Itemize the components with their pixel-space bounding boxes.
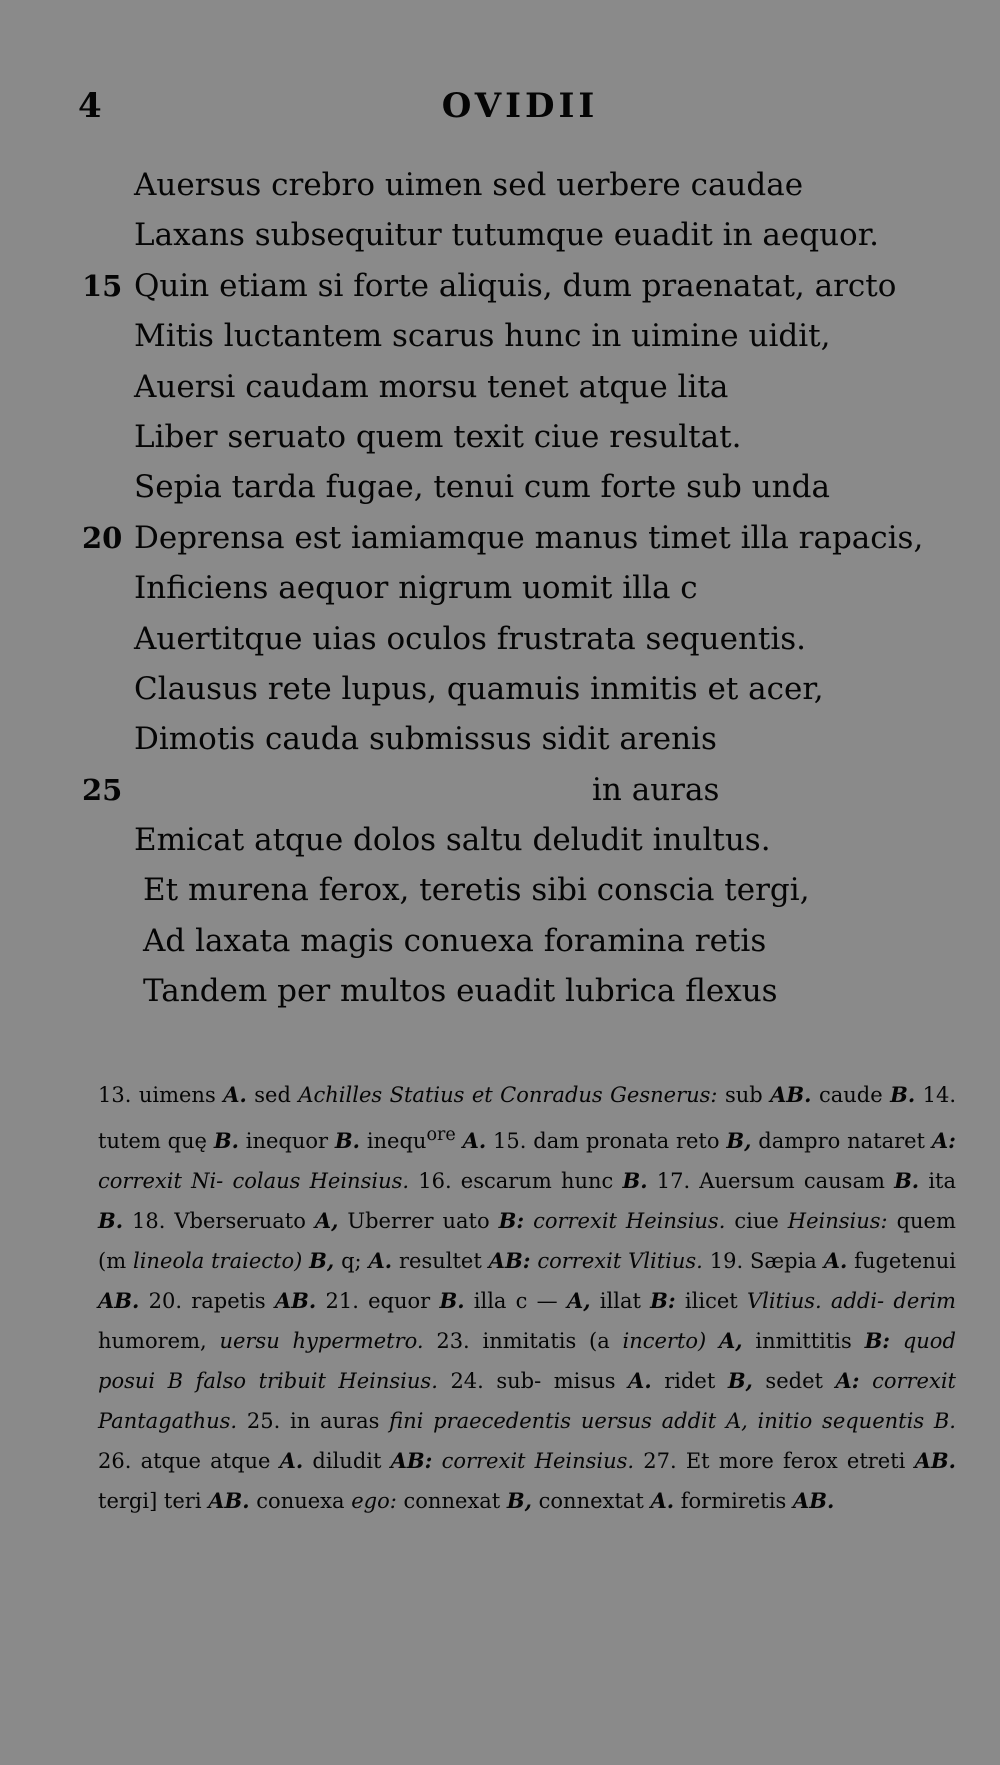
note-siglum: A, [719, 1328, 743, 1353]
note-siglum: A. [650, 1488, 675, 1513]
note-fragment: conuexa [256, 1489, 345, 1513]
note-fragment: Uberrer uato [347, 1209, 490, 1233]
verse-text: Ad laxata magis conuexa foramina retis [143, 922, 767, 959]
note-editorial: correxit Heinsius. [441, 1449, 635, 1473]
verse-line [0, 362, 1000, 412]
note-siglum: B. [439, 1288, 465, 1313]
verse-text: Deprensa est iamiamque manus timet illa rapacis, [134, 519, 924, 556]
note-fragment: resultet [399, 1249, 482, 1273]
note-fragment: 18. Vberseruato [132, 1209, 306, 1233]
verse-text: Et murena ferox, teretis sibi conscia tergi, [143, 872, 810, 909]
verse-line [0, 865, 1000, 915]
verse-text: Dimotis cauda submissus sidit arenis [134, 721, 717, 758]
note-editorial: derim [893, 1289, 956, 1313]
note-editorial: correxit Vlitius. [537, 1249, 703, 1273]
note-siglum: A. [279, 1448, 304, 1473]
note-fragment: caude [818, 1083, 883, 1107]
verse-line [0, 513, 1000, 563]
note-fragment: 20. rapetis [148, 1289, 266, 1313]
apparatus-text [98, 1075, 956, 1521]
verse-line [0, 210, 1000, 260]
note-fragment: 25. in [246, 1409, 311, 1433]
verse-line [0, 614, 1000, 664]
note-fragment: inequor [245, 1129, 329, 1153]
note-fragment: ciue [734, 1209, 779, 1233]
note-siglum: A. [462, 1128, 487, 1153]
verse-line [0, 261, 1000, 311]
note-siglum: A. [823, 1248, 848, 1273]
note-fragment: 26. [98, 1449, 132, 1473]
verse-text: Clausus rete lupus, quamuis inmitis et acer, [134, 670, 824, 707]
verse-text: Tandem per multos euadit lubrica flexus [143, 973, 778, 1010]
verse-line [0, 664, 1000, 714]
note-fragment: tergi] teri [98, 1489, 202, 1513]
note-fragment: formiretis [680, 1489, 787, 1513]
note-siglum: B, [726, 1128, 752, 1153]
note-fragment: connextat [538, 1489, 644, 1513]
page-number: 4 [78, 86, 102, 126]
note-editorial: quod posui B falso tribuit Heinsius. [98, 1329, 956, 1393]
verse-text: Liber seruato quem texit ciue resultat. [134, 418, 742, 455]
note-fragment: 24. sub- [450, 1369, 542, 1393]
note-fragment: sedet [765, 1369, 823, 1393]
note-siglum: B. [213, 1128, 239, 1153]
note-siglum: A. [368, 1248, 393, 1273]
note-fragment: atque atque [140, 1449, 271, 1473]
note-siglum: B, [506, 1488, 532, 1513]
note-fragment: dampro nataret [758, 1129, 926, 1153]
note-editorial: correxit Pantagathus. [98, 1369, 956, 1433]
note-fragment: ilicet [684, 1289, 738, 1313]
verse-line [0, 311, 1000, 361]
note-editorial: Achilles Statius et Conradus Gesnerus: [298, 1083, 718, 1107]
running-head: OVIDII [441, 86, 599, 126]
verse-text: Sepia tarda fugae, tenui cum forte sub unda [134, 469, 830, 506]
note-editorial: fini praecedentis uersus addit A, initio sequentis B. [389, 1409, 956, 1433]
note-siglum: AB: [488, 1248, 531, 1273]
note-siglum: AB. [208, 1488, 250, 1513]
note-fragment: diludit [312, 1449, 382, 1473]
verse-line [0, 815, 1000, 865]
verse-text: Emicat atque dolos saltu deludit inultus. [134, 822, 771, 859]
note-siglum: B: [864, 1328, 891, 1353]
verse-line [0, 412, 1000, 462]
line-number: 25 [82, 772, 123, 807]
note-fragment: fugetenui [854, 1249, 956, 1273]
note-fragment: sed [254, 1083, 291, 1107]
note-siglum: A, [566, 1288, 591, 1313]
note-siglum: AB. [914, 1448, 956, 1473]
verse-line [0, 563, 1000, 613]
note-editorial: lineola traiecto) [132, 1249, 303, 1273]
verse-block [0, 160, 1000, 1017]
note-siglum: AB. [274, 1288, 317, 1313]
note-fragment: 27. Et more [643, 1449, 774, 1473]
note-siglum: A, [314, 1208, 339, 1233]
note-editorial: correxit Heinsius. [533, 1209, 726, 1233]
note-editorial: ego: [351, 1489, 397, 1513]
note-siglum: A: [931, 1128, 956, 1153]
critical-apparatus [98, 1075, 956, 1521]
note-fragment: 19. Sæpia [709, 1249, 817, 1273]
verse-text: in auras [592, 771, 720, 808]
note-fragment: q; [341, 1249, 362, 1273]
verse-line [0, 966, 1000, 1016]
note-siglum: B, [309, 1248, 335, 1273]
note-editorial: correxit Ni- [98, 1169, 224, 1193]
verse-text: Mitis luctantem scarus hunc in uimine uidit, [134, 318, 831, 355]
note-fragment: illa c — [473, 1289, 558, 1313]
line-number: 15 [82, 268, 123, 303]
note-siglum: B. [622, 1168, 648, 1193]
note-siglum: A. [628, 1368, 652, 1393]
note-fragment: 17. Auersum causam [656, 1169, 885, 1193]
note-fragment: humorem, [98, 1329, 207, 1353]
note-siglum: A. [223, 1082, 247, 1107]
note-fragment: sub [724, 1083, 763, 1107]
verse-line [0, 765, 1000, 815]
verse-line [0, 462, 1000, 512]
note-fragment: illat [599, 1289, 641, 1313]
note-siglum: B. [334, 1128, 360, 1153]
note-fragment: 23. inmitatis [436, 1329, 577, 1353]
note-siglum: B, [727, 1368, 753, 1393]
verse-text: Inficiens aequor nigrum uomit illa c [134, 570, 698, 607]
note-fragment: quem [896, 1209, 956, 1233]
note-fragment: ita [928, 1169, 956, 1193]
note-editorial: Heinsius: [787, 1209, 888, 1233]
note-fragment: connexat [403, 1489, 501, 1513]
line-number: 20 [82, 520, 123, 555]
note-fragment: 15. dam pronata reto [493, 1129, 720, 1153]
note-fragment: 21. equor [325, 1289, 431, 1313]
verse-text: Auertitque uias oculos frustrata sequentis. [134, 620, 807, 657]
note-siglum: B. [98, 1208, 124, 1233]
verse-text: Auersus crebro uimen sed uerbere caudae [134, 167, 804, 203]
note-fragment: misus [553, 1369, 616, 1393]
verse-text: Auersi caudam morsu tenet atque lita [134, 368, 729, 405]
note-fragment: (a [589, 1329, 610, 1353]
note-fragment: (m [98, 1249, 127, 1273]
note-fragment: ferox etreti [783, 1449, 906, 1473]
note-editorial: colaus Heinsius. [232, 1169, 410, 1193]
note-fragment: ridet [664, 1369, 716, 1393]
note-siglum: B: [498, 1208, 525, 1233]
verse-text: Quin etiam si forte aliquis, dum praenatat, arcto [134, 267, 897, 304]
note-fragment: inmittitis [755, 1329, 852, 1353]
note-siglum: AB: [390, 1448, 433, 1473]
note-fragment: inequ [366, 1129, 427, 1153]
verse-line [0, 714, 1000, 764]
note-siglum: AB. [792, 1488, 835, 1513]
note-fragment: 13. uimens [98, 1083, 216, 1107]
verse-line [0, 916, 1000, 966]
note-siglum: B: [650, 1288, 676, 1313]
note-fragment: auras [320, 1409, 380, 1433]
note-editorial: Vlitius. addi- [746, 1289, 885, 1313]
note-siglum: A: [835, 1368, 860, 1393]
verse-text: Laxans subsequitur tutumque euadit in aequor. [134, 217, 879, 254]
note-siglum: B. [894, 1168, 920, 1193]
note-editorial: incerto) [622, 1329, 707, 1353]
note-fragment: 14. tutem quę [98, 1083, 957, 1153]
note-fragment: 16. escarum hunc [418, 1169, 614, 1193]
note-superscript: ore [426, 1125, 456, 1145]
note-siglum: B. [890, 1082, 916, 1107]
note-siglum: AB. [770, 1082, 812, 1107]
note-siglum: AB. [98, 1288, 140, 1313]
note-editorial: uersu hypermetro. [219, 1329, 424, 1353]
verse-line [0, 160, 1000, 210]
